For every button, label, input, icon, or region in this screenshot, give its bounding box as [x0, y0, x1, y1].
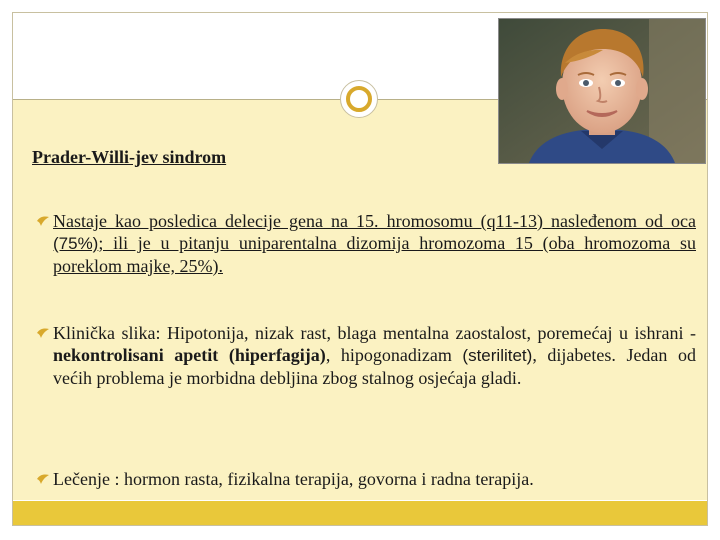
- bullet-clinical-part-4: (sterilitet): [462, 346, 533, 365]
- bullet-clinical-part-3: , hipogonadizam: [325, 345, 463, 365]
- portrait-photo: [498, 18, 706, 164]
- decorative-ring-icon: [340, 80, 378, 118]
- bullet-clinical: [36, 322, 696, 389]
- bullet-genetics-part-2: (75%): [53, 234, 99, 253]
- bullet-arrow-icon: [36, 215, 50, 227]
- bullet-genetics: [36, 210, 696, 277]
- bullet-clinical-text: [53, 322, 696, 389]
- bullet-clinical-part-2: nekontrolisani apetit (hiperfagija): [53, 345, 326, 365]
- ring-inner: [346, 86, 372, 112]
- footer-bar: [13, 501, 707, 525]
- slide-title: Prader-Willi-jev sindrom: [32, 147, 227, 167]
- bullet-arrow-icon: [36, 327, 50, 339]
- bullet-clinical-part-1: Klinička slika: Hipotonija, nizak rast, blaga mentalna zaostalost, poremećaj u ishrani -: [53, 323, 696, 343]
- bullet-treatment-text: Lečenje : hormon rasta, fizikalna terapija, govorna i radna terapija.: [53, 469, 534, 489]
- bullet-genetics-text: [53, 210, 696, 277]
- bullet-genetics-part-1: Nastaje kao posledica delecije gena na 15. hromosomu (q11-13) nasleđenom od oca: [53, 211, 696, 231]
- bullet-clinical-part-5: , dijabetes. Jedan od većih problema je morbidna debljina zbog stalnog osjećaja gladi.: [53, 345, 696, 388]
- photo-illustration: [499, 19, 705, 163]
- bullet-treatment: [36, 468, 696, 490]
- bullet-arrow-icon: [36, 473, 50, 485]
- bullet-genetics-part-3: ; ili je u pitanju uniparentalna dizomija hromozoma 15 (oba hromozoma su poreklom majke, 25%).: [53, 233, 696, 276]
